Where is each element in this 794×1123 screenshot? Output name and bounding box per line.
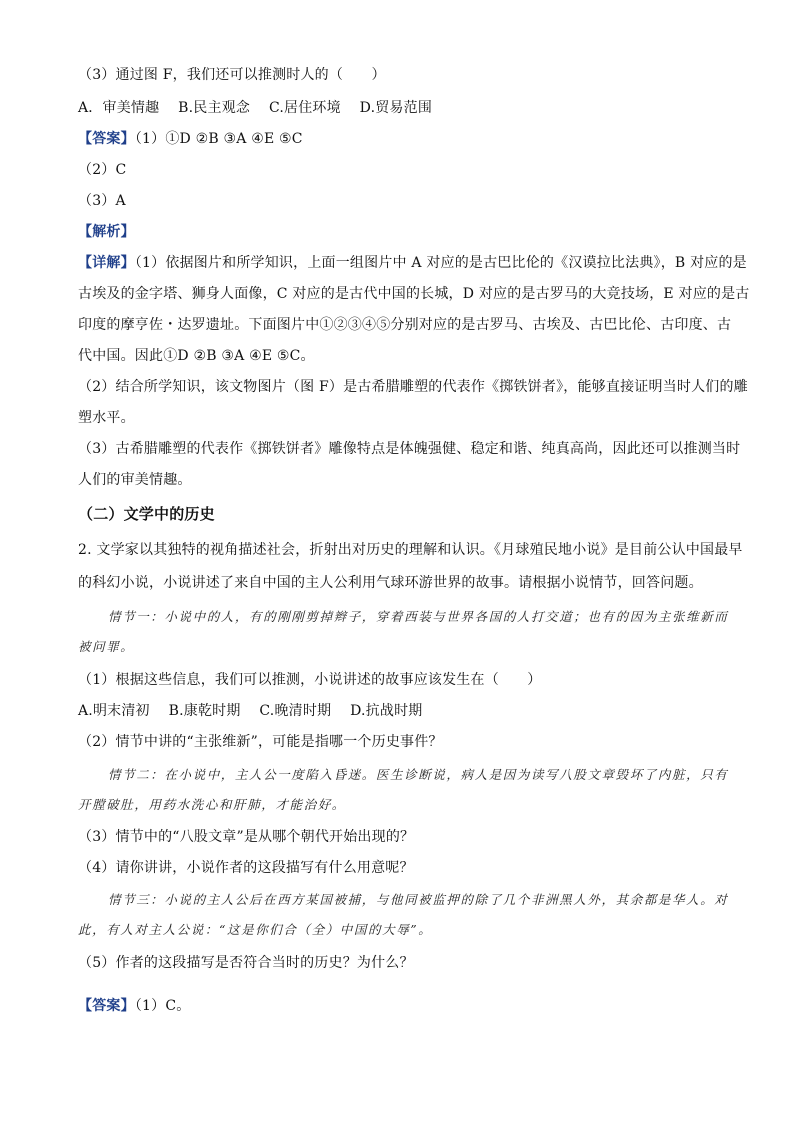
- q2-sub-2: （2）情节中讲的“主张维新”，可能是指哪一个历史事件？: [78, 734, 443, 750]
- analysis-p3-line-2: 人们的审美情趣。: [78, 472, 192, 488]
- answer-1-line-2: （2）C: [78, 162, 127, 178]
- answer-text: （1）①D ②B ③A ④E ⑤C: [134, 131, 303, 147]
- analysis-p1-line-4: 代中国。因此①D ②B ③A ④E ⑤C。: [78, 348, 315, 364]
- analysis-p1-line-2: 古埃及的金字塔、狮身人面像，C 对应的是古代中国的长城，D 对应的是古罗马的大竞技场，E 对应的是古: [78, 286, 750, 302]
- plot-2-line-1: 情节二：在小说中，主人公一度陷入昏迷。医生诊断说，病人是因为读写八股文章毁坏了内脏，只有: [108, 767, 729, 782]
- plot-3-line-1: 情节三：小说的主人公后在西方某国被捕，与他同被监押的除了几个非洲黑人外，其余都是华人。对: [108, 892, 729, 907]
- answer-2-tag: 【答案】: [78, 998, 135, 1014]
- analysis-p1-line-3: 印度的摩亨佐・达罗遗址。下面图片中①②③④⑤分别对应的是古罗马、古埃及、古巴比伦、古印度、古: [78, 317, 732, 333]
- q2-sub-1-options: A.明末清初 B.康乾时期 C.晚清时期 D.抗战时期: [78, 703, 423, 719]
- answer-1-line-3: （3）A: [78, 193, 126, 209]
- q2-sub-3: （3）情节中的“八股文章”是从哪个朝代开始出现的？: [78, 829, 415, 845]
- plot-2-line-2: 开膛破肚，用药水洗心和肝肺，才能治好。: [78, 797, 346, 812]
- answer-tag: 【答案】: [78, 131, 135, 147]
- question-1-3: （3）通过图 F，我们还可以推测时人的（ ）: [78, 67, 386, 83]
- q2-sub-5: （5）作者的这段描写是否符合当时的历史？为什么？: [78, 955, 414, 971]
- analysis-text: （1）依据图片和所学知识，上面一组图片中 A 对应的是古巴比伦的《汉谟拉比法典》，B 对应的是: [134, 255, 747, 271]
- plot-1-line-1: 情节一：小说中的人，有的刚刚剪掉辫子，穿着西装与世界各国的人打交道；也有的因为主张维新而: [108, 609, 729, 624]
- plot-3-line-2: 此，有人对主人公说：“这是你们合（全）中国的大辱”。: [78, 922, 433, 937]
- analysis-p1-line-1: [78, 253, 747, 273]
- plot-1-line-2: 被问罪。: [78, 639, 135, 654]
- detail-tag: 【详解】: [78, 255, 135, 271]
- q2-intro-line-1: 2. 文学家以其独特的视角描述社会，折射出对历史的理解和认识。《月球殖民地小说》是目前公认中国最早: [78, 542, 743, 558]
- section-heading: （二）文学中的历史: [78, 505, 215, 523]
- q2-sub-1: （1）根据这些信息，我们可以推测，小说讲述的故事应该发生在（ ）: [78, 672, 542, 688]
- analysis-p2-line-1: （2）结合所学知识，该文物图片（图 F）是古希腊雕塑的代表作《掷铁饼者》，能够直接证明当时人们的雕: [78, 379, 748, 395]
- answer-1-line-1: [78, 129, 728, 149]
- q2-intro-line-2: 的科幻小说，小说讲述了来自中国的主人公利用气球环游世界的故事。请根据小说情节，回答问题。: [78, 575, 703, 591]
- analysis-p2-line-2: 塑水平。: [78, 410, 135, 426]
- question-1-3-options: A．审美情趣 B.民主观念 C.居住环境 D.贸易范围: [78, 100, 433, 116]
- q2-sub-4: （4）请你讲讲，小说作者的这段描写有什么用意呢？: [78, 860, 414, 876]
- analysis-tag: 【解析】: [78, 224, 135, 240]
- answer-2-line-1: [78, 996, 728, 1016]
- answer-2-text: （1）C。: [134, 998, 191, 1014]
- analysis-p3-line-1: （3）古希腊雕塑的代表作《掷铁饼者》雕像特点是体魄强健、稳定和谐、纯真高尚，因此还可以推测当时: [78, 441, 741, 457]
